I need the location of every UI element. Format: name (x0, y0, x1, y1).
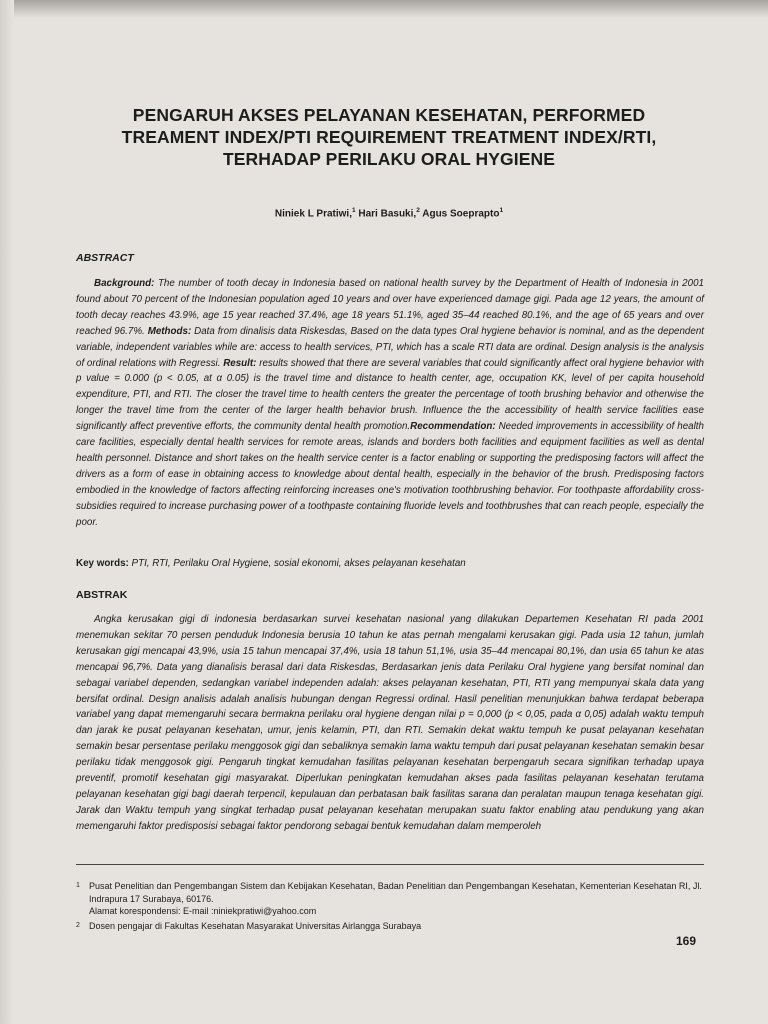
footnote-2-text: Dosen pengajar di Fakultas Kesehatan Masyarakat Universitas Airlangga Surabaya (89, 921, 422, 931)
author-1: Niniek L Pratiwi, (274, 208, 352, 220)
footnote-2 (76, 920, 704, 933)
title-line-1: PENGARUH AKSES PELAYANAN KESEHATAN, PERFORMED (132, 105, 646, 125)
paper-title (70, 104, 708, 170)
abstrak-heading: ABSTRAK (76, 589, 128, 601)
keywords (76, 558, 704, 569)
author-1-affiliation: 1 (351, 207, 356, 214)
footnote-1-mark: 1 (76, 882, 80, 889)
page-number: 169 (676, 934, 697, 948)
recommendation-label: Recommendation: (410, 421, 496, 433)
methods-text: Data from dinalisis data Riskesdas, Based on the data types Oral hygiene behavior is nominal, and as the dependent variable, independent variables while are: access to health services, PTI, which has a scale RTI data are ordinal. Design analysis is the analysis of ordinal relations with Regressi. (76, 325, 704, 369)
keywords-label: Key words: (76, 558, 129, 569)
author-list (80, 207, 698, 219)
abstract-body (76, 276, 704, 531)
background-text: The number of tooth decay in Indonesia based on national health survey by the Department of Health of Indonesia in 2001 found about 70 percent of the Indonesian population aged 10 years and over have experienced damage gigi. Pada age 12 years, the amount of tooth decay reaches 43.9%, age 15 year reached 37.4%, age 18 years 51.1%, aged 35–44 reached 80.1%, and the age of 65 years and over reached 96.7%. (76, 278, 704, 337)
author-2: Hari Basuki, (358, 208, 417, 220)
title-line-3: TERHADAP PERILAKU ORAL HYGIENE (223, 149, 555, 169)
author-3-affiliation: 1 (499, 207, 504, 214)
footnote-1-text: Pusat Penelitian dan Pengembangan Sistem dan Kebijakan Kesehatan, Badan Penelitian dan Pengembangan Kesehatan, Kementerian Kesehatan RI, Jl. Indrapura 17 Surabaya, 60176. (89, 881, 702, 904)
abstract-heading: ABSTRACT (76, 252, 134, 264)
recommendation-text: Needed improvements in accessibility of health care facilities, especially dental health services for remote areas, islands and borders both facilities and equipment facilities as well as dental health personnel. Distance and short takes on the health service center is a factor enabling or supporting the predisposing factors will affect the drivers as a form of ease in obtaining access to knowledge about dental health, especially in the behavior of the brush. Predisposing factors embodied in the knowledge of factors affecting reinforcing increases one's motivation toothbrushing behavior. For toothpaste affordability cross-subsidies required to increase purchasing power of a toothpaste containing fluoride levels and toothbrushes that can reach people, especially the poor. (76, 421, 704, 528)
methods-label: Methods: (147, 325, 192, 337)
abstrak-body: Angka kerusakan gigi di indonesia berdasarkan survei kesehatan nasional yang dilakukan Departemen Kesehatan RI pada 2001 menemukan sekitar 70 persen penduduk Indonesia berusia 10 tahun ke atas pernah mengalami kerusakan gigi. Pada usia 12 tahun, jumlah kerusakan gigi mencapai 43,9%, usia 15 tahun mencapai 37,4%, usia 18 tahun 51,1%, usia 35–44 mencapai 80,1%, dan usia 65 tahun ke atas mencapai 96,7%. Data yang dianalisis berasal dari data Riskesdas, Berdasarkan jenis data Perilaku Oral hygiene yang bersifat nominal dan sebagai variabel dependen, sedangkan variabel independen adalah: akses pelayanan kesehatan, PTI, RTI yang mempunyai skala data yang bersifat ordinal. Design analisis adalah analisis hubungan dengan Regressi ordinal. Hasil penelitian menunjukkan bahwa terdapat beberapa variabel yang dapat memengaruhi secara bermakna perilaku oral hygiene dengan nilai p = 0,000 (p < 0,05, pada α 0,05) adalah waktu tempuh dan jarak ke pusat pelayanan kesehatan, umur, jenis kelamin, PTI, dan RTI. Semakin dekat waktu tempuh ke pusat pelayanan kesehatan semakin besar persentase perilaku menggosok gigi dan sebaliknya semakin lama waktu tempuh dari pusat pelayanan kesehatan semakin besar perilaku tidak menggosok gigi. Pengaruh tingkat kemudahan fasilitas pelayanan kesehatan berpengaruh secara signifikan terhadap upaya preventif, promotif kesehatan gigi masyarakat. Diperlukan peningkatan kemudahan akses pada fasilitas pelayanan kesehatan terutama pelayanan kesehatan gigi bagi daerah terpencil, kepulauan dan perbatasan baik fasilitas sarana dan peralatan maupun tenaga kesehatan gigi. Jarak dan Waktu tempuh yang singkat terhadap pusat pelayanan kesehatan merupakan suatu faktor enabling atau pendukung yang akan memengaruhi faktor predisposisi sebagai faktor pendorong sebagai bentuk kemudahan dalam memperoleh (76, 614, 704, 832)
title-line-2: TREAMENT INDEX/PTI REQUIREMENT TREATMENT INDEX/RTI, (121, 127, 657, 147)
background-label: Background: (94, 278, 155, 289)
author-2-affiliation: 2 (416, 207, 420, 214)
author-3: Agus Soeprapto (422, 208, 500, 220)
result-text: results showed that there are several variables that could significantly affect oral hygiene behavior with p value = 0.000 (p < 0.05, at α 0.05) is the travel time and distance to health center, age, occupation KK, level of per capita household expenditure, PTI, and RTI. The closer the travel time to health centers the greater the percentage of tooth brushing behavior and otherwise the longer the travel time from the center of the larger health behavior brush. Influence the the accessibility of health service facilities ease significantly affect preventive efforts, the community dental health promotion. (76, 357, 704, 433)
footnote-1-contact: Alamat korespondensi: E-mail :niniekpratiwi@yahoo.com (89, 906, 317, 916)
footnote-divider (76, 864, 704, 865)
result-label: Result: (223, 357, 257, 369)
footnote-2-mark: 2 (76, 922, 80, 929)
keywords-value: PTI, RTI, Perilaku Oral Hygiene, sosial ekonomi, akses pelayanan kesehatan (131, 558, 466, 569)
footnote-1 (76, 880, 704, 918)
